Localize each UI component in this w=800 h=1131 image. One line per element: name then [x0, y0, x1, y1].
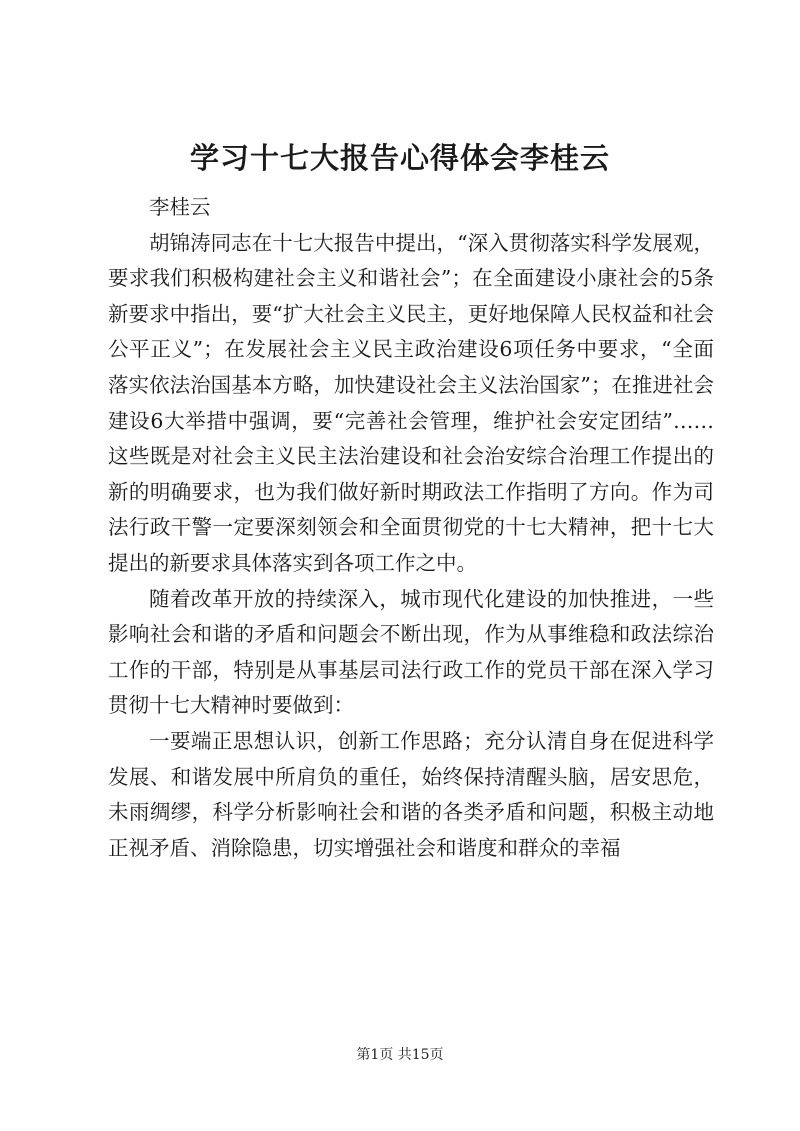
paragraph-3: 一要端正思想认识，创新工作思路；充分认清自身在促进科学发展、和谐发展中所肩负的重任，始终保持清醒头脑，居安思危，未雨绸缪，科学分析影响社会和谐的各类矛盾和问题，积极主动地正视矛盾、消除隐患，切实增强社会和谐度和群众的幸福: [108, 728, 714, 860]
document-title: 学习十七大报告心得体会李桂云: [189, 141, 610, 175]
author-name: 李桂云: [149, 195, 211, 219]
page-number-footer: 第1页 共15页: [356, 1047, 444, 1063]
paragraph-1: 胡锦涛同志在十七大报告中提出，“深入贯彻落实科学发展观，要求我们积极构建社会主义和谐社会”；在全面建设小康社会的5条新要求中指出，要“扩大社会主义民主，更好地保障人民权益和社会公平正义”；在发展社会主义民主政治建设6项任务中要求，“全面落实依法治国基本方略，加快建设社会主义法治国家”；在推进社会建设6大举措中强调，要“完善社会管理，维护社会安定团结”……这些既是对社会主义民主法治建设和社会治安综合治理工作提出的新的明确要求，也为我们做好新时期政法工作指明了方向。作为司法行政干警一定要深刻领会和全面贯彻党的十七大精神，把十七大提出的新要求具体落实到各项工作之中。: [108, 230, 714, 575]
paragraph-2: 随着改革开放的持续深入，城市现代化建设的加快推进，一些影响社会和谐的矛盾和问题会不断出现，作为从事维稳和政法综治工作的干部，特别是从事基层司法行政工作的党员干部在深入学习贯彻十七大精神时要做到：: [108, 586, 714, 718]
document-body: [108, 190, 714, 866]
